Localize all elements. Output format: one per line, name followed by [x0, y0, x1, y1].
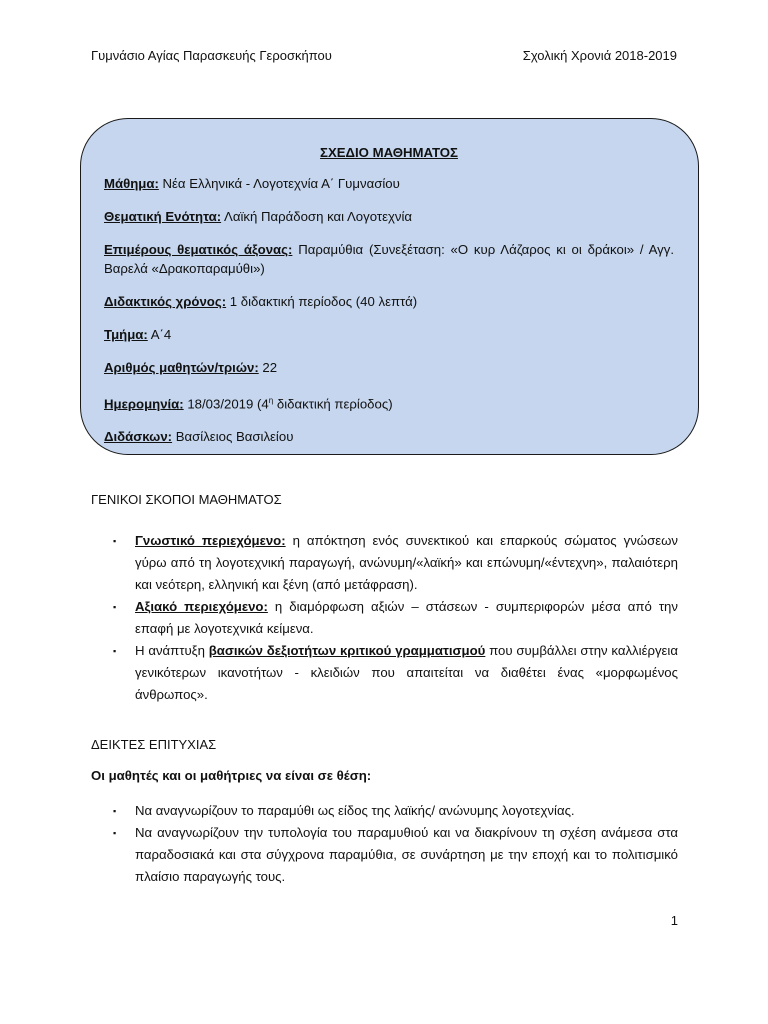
indicator-text: Να αναγνωρίζουν το παραμύθι ως είδος της λαϊκής/ ανώνυμης λογοτεχνίας.: [135, 803, 575, 818]
page-header: [91, 48, 677, 63]
goal-text-start: Η ανάπτυξη: [135, 643, 209, 658]
indicator-text: Να αναγνωρίζουν την τυπολογία του παραμυθιού και να διακρίνουν τη σχέση ανάμεσα στα παραδοσιακά και στα σύγχρονα παραμύθια, σε συνάρτηση με την εποχή και το πολιτισμικό πλαίσιο παραγωγής τους.: [135, 825, 678, 884]
goal-text: η απόκτηση ενός συνεκτικού και επαρκούς σώματος γνώσεων γύρω από τη λογοτεχνική παραγωγή, ανώνυμη/«λαϊκή» και επώνυμη/«έντεχνη», παλαιότερη και νεότερη, ελληνική και ξένη (από μετάφραση).: [135, 533, 678, 592]
bullet-icon: ▪: [113, 828, 117, 838]
axis-row: [104, 240, 674, 278]
date-superscript: η: [268, 396, 274, 405]
students-label: Αριθμός μαθητών/τριών:: [104, 360, 259, 375]
unit-row: [104, 207, 674, 226]
goal-label: Γνωστικό περιεχόμενο:: [135, 533, 286, 548]
bullet-icon: ▪: [113, 646, 117, 656]
page-number: 1: [670, 913, 678, 928]
list-item: [91, 822, 678, 888]
list-item: [91, 596, 678, 640]
date-value-rest: διδακτική περίοδος): [273, 396, 393, 412]
students-row: [104, 358, 674, 377]
class-label: Τμήμα:: [104, 327, 148, 342]
bullet-icon: ▪: [113, 536, 117, 546]
class-value: Α΄4: [147, 327, 172, 342]
indicators-title: ΔΕΙΚΤΕΣ ΕΠΙΤΥΧΙΑΣ: [91, 737, 217, 752]
date-value: 18/03/2019 (4: [183, 396, 269, 412]
indicators-list: [91, 800, 678, 888]
students-value: 22: [258, 360, 278, 375]
lesson-label: Μάθημα:: [104, 176, 159, 191]
list-item: [91, 640, 678, 706]
list-item: [91, 530, 678, 596]
goal-label: Αξιακό περιεχόμενο:: [135, 599, 268, 614]
teacher-label: Διδάσκων:: [104, 429, 173, 445]
time-value: 1 διδακτική περίοδος (40 λεπτά): [226, 294, 418, 309]
bullet-icon: ▪: [113, 806, 117, 816]
goals-section: [91, 492, 678, 706]
teacher-value: Βασίλειος Βασιλείου: [172, 429, 294, 445]
bullet-icon: ▪: [113, 602, 117, 612]
date-row: [104, 391, 674, 413]
indicators-section: [91, 737, 678, 888]
lesson-row: [104, 174, 674, 193]
time-label: Διδακτικός χρόνος:: [104, 294, 227, 309]
goals-list: [91, 530, 678, 706]
lesson-value: Νέα Ελληνικά - Λογοτεχνία Α΄ Γυμνασίου: [158, 176, 400, 191]
axis-value: Παραμύθια (Συνεξέταση: «Ο κυρ Λάζαρος κι οι δράκοι» / Αγγ. Βαρελά «Δρακοπαραμύθι»): [104, 242, 675, 276]
date-label: Ημερομηνία:: [104, 396, 184, 412]
lesson-plan-title: ΣΧΕΔΙΟ ΜΑΘΗΜΑΤΟΣ: [320, 145, 458, 160]
goals-title: ΓΕΝΙΚΟΙ ΣΚΟΠΟΙ ΜΑΘΗΜΑΤΟΣ: [91, 492, 282, 507]
school-name: Γυμνάσιο Αγίας Παρασκευής Γεροσκήπου: [91, 48, 332, 63]
goal-text: η διαμόρφωση αξιών – στάσεων - συμπεριφορών μέσα από την επαφή με λογοτεχνικά κείμενα.: [135, 599, 678, 636]
list-item: [91, 800, 678, 822]
unit-value: Λαϊκή Παράδοση και Λογοτεχνία: [221, 209, 413, 224]
teacher-row: [104, 427, 674, 446]
goal-emphasis: βασικών δεξιοτήτων κριτικού γραμματισμού: [208, 643, 486, 658]
lesson-plan-box: [80, 118, 699, 455]
indicators-intro: Οι μαθητές και οι μαθήτριες να είναι σε θέση:: [91, 768, 372, 783]
class-row: [104, 325, 674, 344]
school-year: Σχολική Χρονιά 2018-2019: [522, 48, 677, 63]
time-row: [104, 292, 674, 311]
axis-label: Επιμέρους θεματικός άξονας:: [104, 242, 293, 257]
unit-label: Θεματική Ενότητα:: [104, 209, 222, 224]
goal-text-end: που συμβάλλει στην καλλιέργεια γενικότερων ικανοτήτων - κλειδιών που απαιτείται να διαθέτει ένας «μορφωμένος άνθρωπος».: [135, 643, 678, 702]
